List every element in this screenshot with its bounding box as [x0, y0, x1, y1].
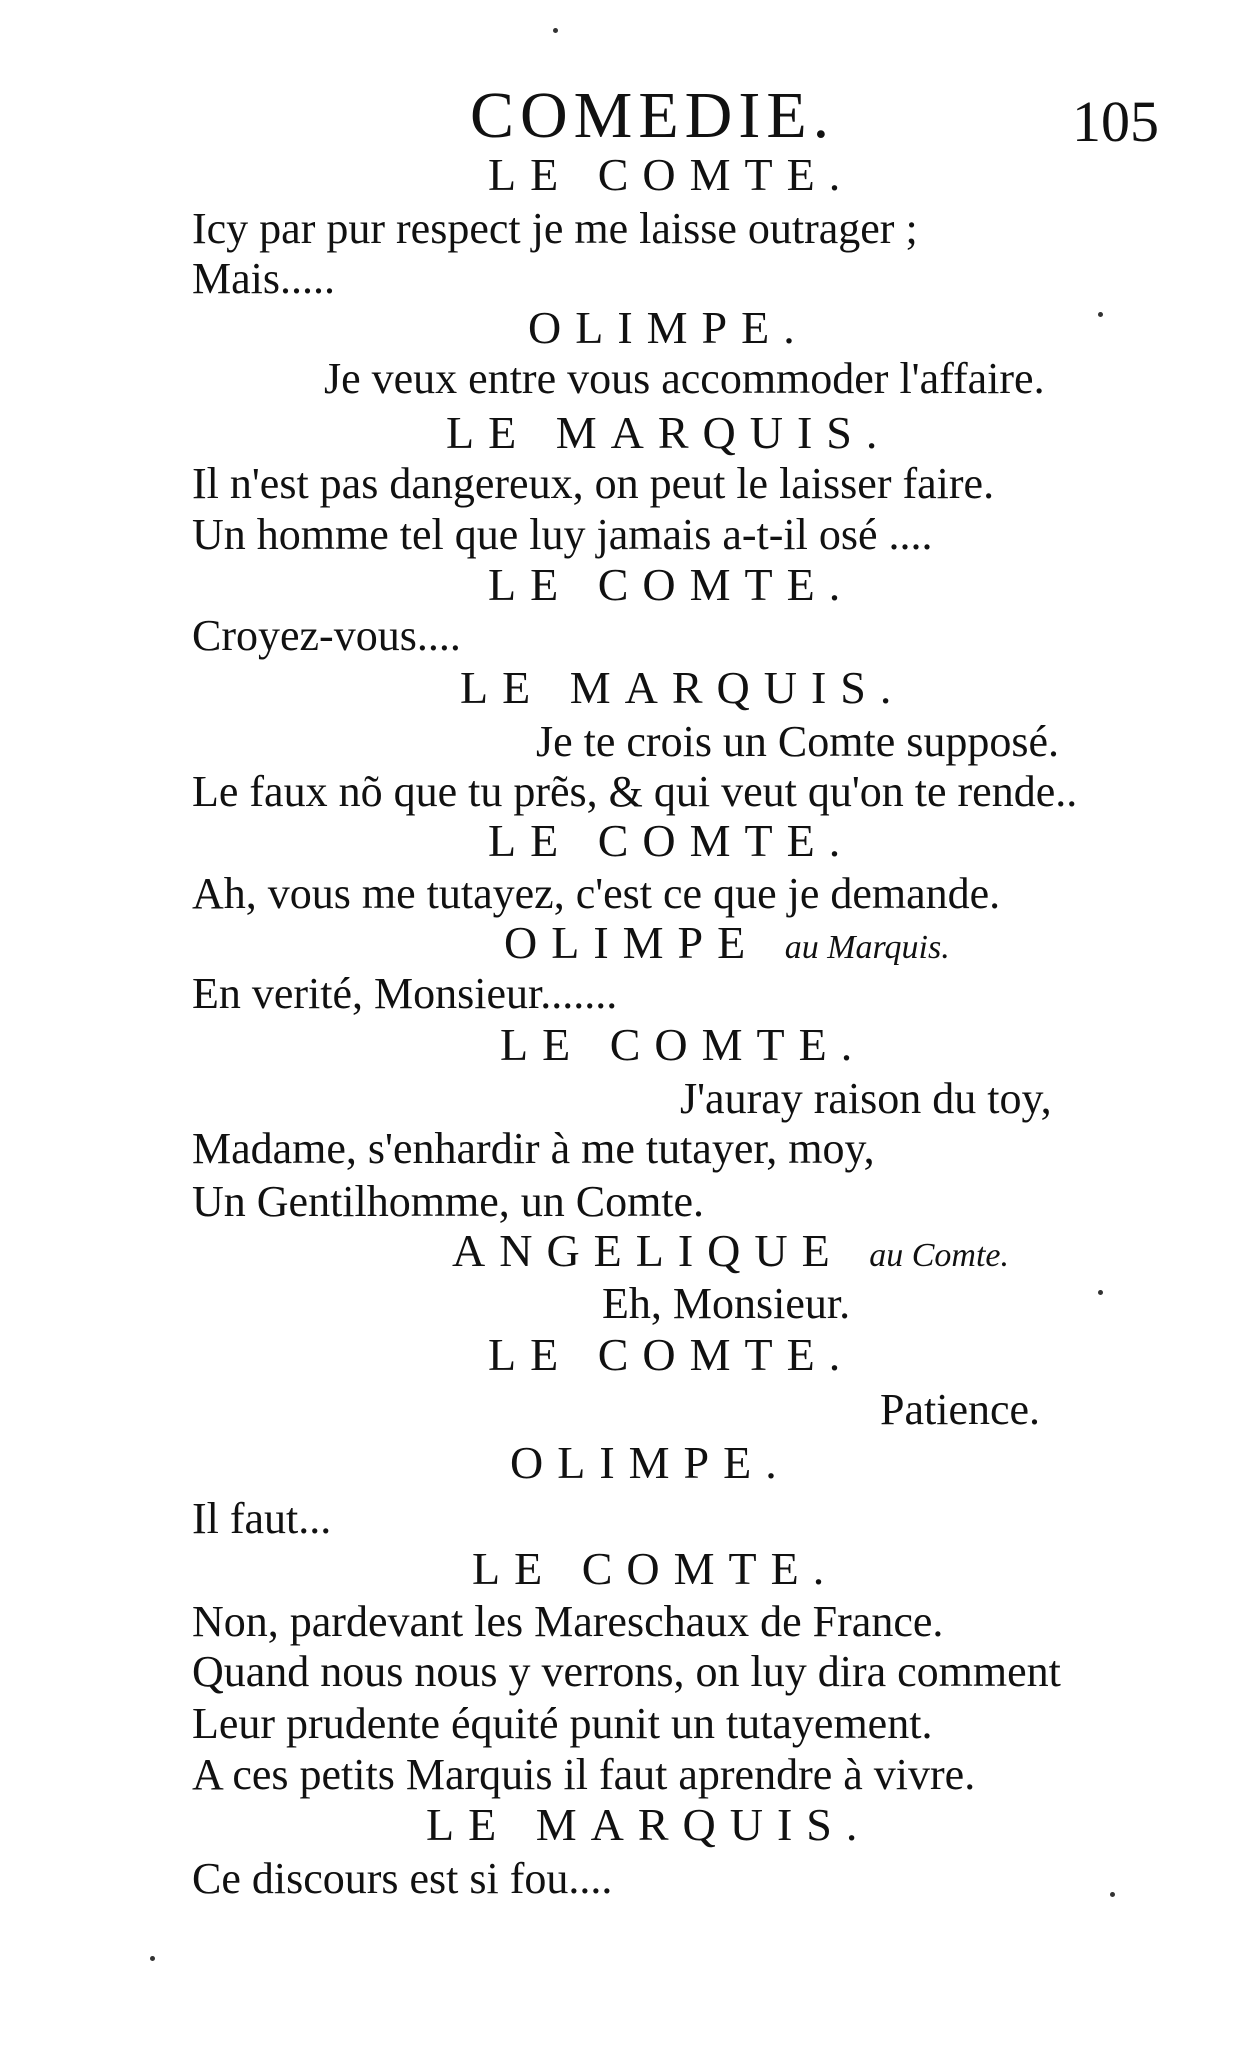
speaker-olimpe: OLIMPE. [528, 302, 809, 353]
verse-line: Patience. [880, 1385, 1041, 1434]
verse-line: Non, pardevant les Mareschaux de France. [192, 1597, 944, 1646]
speaker-olimpe-with-direction [504, 917, 950, 968]
speaker-le-marquis: LE MARQUIS. [426, 1799, 872, 1850]
verse-line: Un homme tel que luy jamais a-t-il osé .... [192, 510, 933, 559]
speaker-angelique-with-direction [452, 1225, 1009, 1276]
verse-line: J'auray raison du toy, [680, 1074, 1052, 1123]
verse-line: En verité, Monsieur....... [192, 969, 618, 1018]
verse-line: Ah, vous me tutayez, c'est ce que je demande. [192, 869, 1001, 918]
verse-line: Un Gentilhomme, un Comte. [192, 1177, 705, 1226]
scan-speck [1098, 312, 1103, 317]
speaker-olimpe: OLIMPE. [510, 1437, 791, 1488]
speaker-le-comte: LE COMTE. [472, 1543, 839, 1594]
speaker-le-marquis: LE MARQUIS. [446, 407, 892, 458]
verse-line: Quand nous nous y verrons, on luy dira comment [192, 1647, 1061, 1696]
speaker-le-marquis: LE MARQUIS. [460, 662, 906, 713]
verse-line: Eh, Monsieur. [602, 1279, 851, 1328]
stage-direction: au Comte. [869, 1237, 1009, 1274]
verse-line: Le faux nõ que tu prẽs, & qui veut qu'on te rende.. [192, 767, 1078, 816]
scan-speck [150, 1956, 155, 1961]
speaker-le-comte: LE COMTE. [500, 1019, 867, 1070]
verse-line: Je veux entre vous accommoder l'affaire. [324, 354, 1045, 403]
running-head: COMEDIE. [470, 79, 836, 152]
verse-line: Croyez-vous.... [192, 611, 461, 660]
speaker-name: ANGELIQUE [452, 1225, 844, 1276]
page-number: 105 [1072, 89, 1159, 154]
verse-line: Ce discours est si fou.... [192, 1854, 613, 1903]
speaker-le-comte: LE COMTE. [488, 559, 855, 610]
speaker-le-comte: LE COMTE. [488, 1329, 855, 1380]
verse-line: Il faut... [192, 1494, 332, 1543]
speaker-le-comte: LE COMTE. [488, 815, 855, 866]
speaker-le-comte: LE COMTE. [488, 149, 855, 200]
scan-speck [553, 28, 558, 33]
verse-line: A ces petits Marquis il faut aprendre à vivre. [192, 1750, 976, 1799]
verse-line: Leur prudente équité punit un tutayement. [192, 1699, 933, 1748]
verse-line: Il n'est pas dangereux, on peut le laisser faire. [192, 459, 995, 508]
scan-speck [1110, 1892, 1115, 1897]
verse-line: Icy par pur respect je me laisse outrager ; [192, 204, 918, 253]
verse-line: Madame, s'enhardir à me tutayer, moy, [192, 1124, 875, 1173]
verse-line: Je te crois un Comte supposé. [536, 717, 1060, 766]
stage-direction: au Marquis. [784, 929, 950, 966]
verse-line: Mais..... [192, 254, 335, 303]
scan-speck [1098, 1290, 1103, 1295]
speaker-name: OLIMPE [504, 917, 760, 968]
